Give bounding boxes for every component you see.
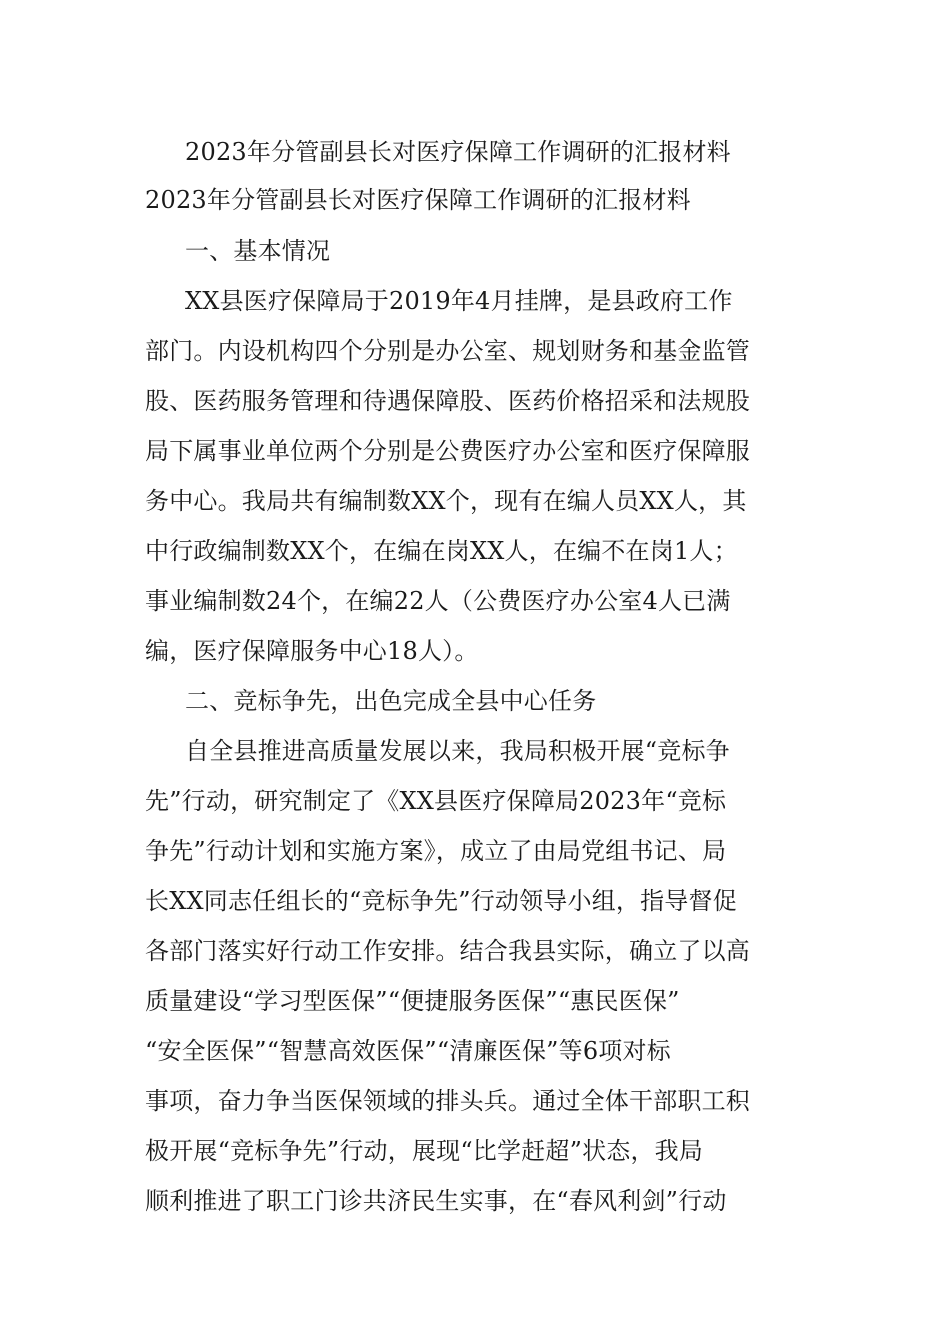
paragraph-line: 局下属事业单位两个分别是公费医疗办公室和医疗保障服 [145, 437, 750, 465]
paragraph-line: 中行政编制数XX个，在编在岗XX人，在编不在岗1人； [145, 537, 738, 565]
paragraph-line: 极开展“竞标争先”行动，展现“比学赶超”状态，我局 [145, 1137, 704, 1165]
paragraph-line: 部门。内设机构四个分别是办公室、规划财务和基金监管 [145, 337, 750, 365]
paragraph-line: 争先”行动计划和实施方案》，成立了由局党组书记、局 [145, 837, 727, 865]
paragraph-line: 编，医疗保障服务中心18人）。 [145, 637, 479, 665]
paragraph-line: “安全医保”“智慧高效医保”“清廉医保”等6项对标 [145, 1037, 671, 1065]
paragraph-line: 顺利推进了职工门诊共济民生实事，在“春风利剑”行动 [145, 1187, 727, 1215]
section-heading-basic-info: 一、基本情况 [185, 237, 331, 265]
paragraph-line: 各部门落实好行动工作安排。结合我县实际，确立了以高 [145, 937, 750, 965]
paragraph-line: 事业编制数24个，在编22人（公费医疗办公室4人已满 [145, 587, 731, 615]
paragraph-line: 自全县推进高质量发展以来，我局积极开展“竞标争 [185, 737, 730, 765]
paragraph-line: 质量建设“学习型医保”“便捷服务医保”“惠民医保” [145, 987, 680, 1015]
paragraph-line: 长XX同志任组长的“竞标争先”行动领导小组，指导督促 [145, 887, 737, 915]
paragraph-line: 股、医药服务管理和待遇保障股、医药价格招采和法规股 [145, 387, 750, 415]
section-heading-competition: 二、竞标争先，出色完成全县中心任务 [185, 687, 597, 715]
paragraph-line: XX县医疗保障局于2019年4月挂牌，是县政府工作 [185, 287, 733, 315]
document-title: 2023年分管副县长对医疗保障工作调研的汇报材料 [185, 138, 731, 166]
paragraph-line: 先”行动，研究制定了《XX县医疗保障局2023年“竞标 [145, 787, 727, 815]
paragraph-line: 务中心。我局共有编制数XX个，现有在编人员XX人，其 [145, 487, 747, 515]
document-subtitle: 2023年分管副县长对医疗保障工作调研的汇报材料 [145, 186, 691, 214]
paragraph-line: 事项，奋力争当医保领域的排头兵。通过全体干部职工积 [145, 1087, 750, 1115]
